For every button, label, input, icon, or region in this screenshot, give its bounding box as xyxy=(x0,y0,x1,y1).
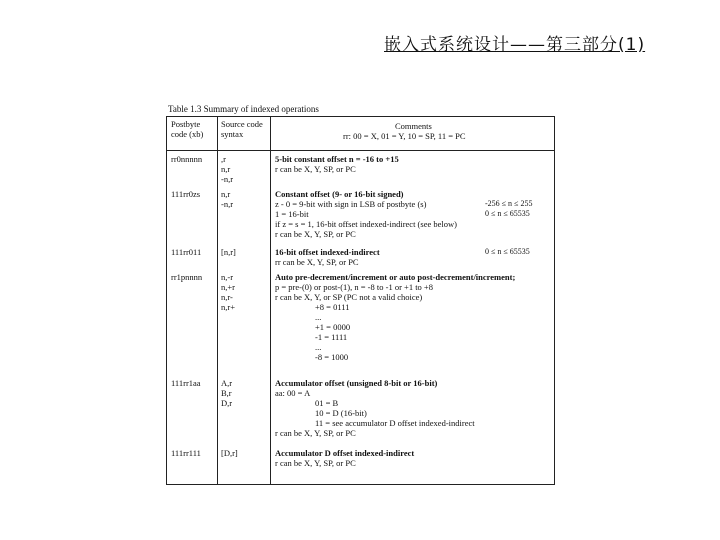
comment-line: 11 = see accumulator D offset indexed-indirect xyxy=(315,418,475,428)
offset-range: 0 ≤ n ≤ 65535 xyxy=(485,209,530,218)
comment-line: r can be X, Y, or SP (PC not a valid choice) xyxy=(275,292,423,302)
comment-line: +1 = 0000 xyxy=(315,322,351,332)
source-syntax: n,r+ xyxy=(221,302,235,312)
offset-range: 0 ≤ n ≤ 65535 xyxy=(485,247,530,256)
source-syntax: -n,r xyxy=(221,174,234,184)
comment-heading: 5-bit constant offset n = -16 to +15 xyxy=(275,154,399,164)
header-rr-legend: rr: 00 = X, 01 = Y, 10 = SP, 11 = PC xyxy=(343,131,466,141)
comment-heading: Auto pre-decrement/increment or auto post-decrement/increment; xyxy=(275,272,516,282)
column-divider xyxy=(217,117,218,484)
header-syntax-line2: syntax xyxy=(221,129,244,139)
comment-line: aa: 00 = A xyxy=(275,388,311,398)
table-caption: Table 1.3 Summary of indexed operations xyxy=(168,104,319,114)
header-postbyte-line1: Postbyte xyxy=(171,119,201,129)
comment-line: if z = s = 1, 16-bit offset indexed-indirect (see below) xyxy=(275,219,457,229)
header-postbyte-line2: code (xb) xyxy=(171,129,204,139)
comment-line: ... xyxy=(315,312,322,322)
postbyte-code: 111rr011 xyxy=(171,247,202,257)
indexed-operations-table xyxy=(166,116,555,485)
source-syntax: [n,r] xyxy=(221,247,236,257)
postbyte-code: 111rr111 xyxy=(171,448,201,458)
comment-line: p = pre-(0) or post-(1), n = -8 to -1 or +1 to +8 xyxy=(275,282,433,292)
comment-line: r can be X, Y, SP, or PC xyxy=(275,229,356,239)
comment-line: +8 = 0111 xyxy=(315,302,350,312)
source-syntax: [D,r] xyxy=(221,448,238,458)
comment-line: 1 = 16-bit xyxy=(275,209,309,219)
source-syntax: n,+r xyxy=(221,282,235,292)
source-syntax: A,r xyxy=(221,378,233,388)
source-syntax: n,r xyxy=(221,189,231,199)
source-syntax: n,r- xyxy=(221,292,233,302)
column-divider xyxy=(270,117,271,484)
comment-line: 01 = B xyxy=(315,398,339,408)
comment-line: z - 0 = 9-bit with sign in LSB of postbyte (s) xyxy=(275,199,427,209)
header-divider xyxy=(167,150,554,151)
comment-line: -8 = 1000 xyxy=(315,352,349,362)
source-syntax: B,r xyxy=(221,388,232,398)
postbyte-code: rr0nnnnn xyxy=(171,154,203,164)
source-syntax: -n,r xyxy=(221,199,234,209)
postbyte-code: rr1pnnnn xyxy=(171,272,203,282)
comment-line: rr can be X, Y, SP, or PC xyxy=(275,257,359,267)
offset-range: -256 ≤ n ≤ 255 xyxy=(485,199,533,208)
header-syntax-line1: Source code xyxy=(221,119,263,129)
comment-line: r can be X, Y, SP, or PC xyxy=(275,164,356,174)
slide-title: 嵌入式系统设计——第三部分(1) xyxy=(384,35,646,55)
comment-line: ... xyxy=(315,342,322,352)
comment-heading: Accumulator offset (unsigned 8-bit or 16-bit) xyxy=(275,378,438,388)
header-comments: Comments xyxy=(395,121,432,131)
comment-line: r can be X, Y, SP, or PC xyxy=(275,458,356,468)
comment-heading: Constant offset (9- or 16-bit signed) xyxy=(275,189,404,199)
source-syntax: ,r xyxy=(221,154,226,164)
source-syntax: n,r xyxy=(221,164,231,174)
comment-heading: 16-bit offset indexed-indirect xyxy=(275,247,380,257)
comment-line: -1 = 1111 xyxy=(315,332,348,342)
comment-line: r can be X, Y, SP, or PC xyxy=(275,428,356,438)
source-syntax: D,r xyxy=(221,398,233,408)
comment-heading: Accumulator D offset indexed-indirect xyxy=(275,448,415,458)
source-syntax: n,-r xyxy=(221,272,234,282)
postbyte-code: 111rr0zs xyxy=(171,189,201,199)
comment-line: 10 = D (16-bit) xyxy=(315,408,367,418)
postbyte-code: 111rr1aa xyxy=(171,378,201,388)
